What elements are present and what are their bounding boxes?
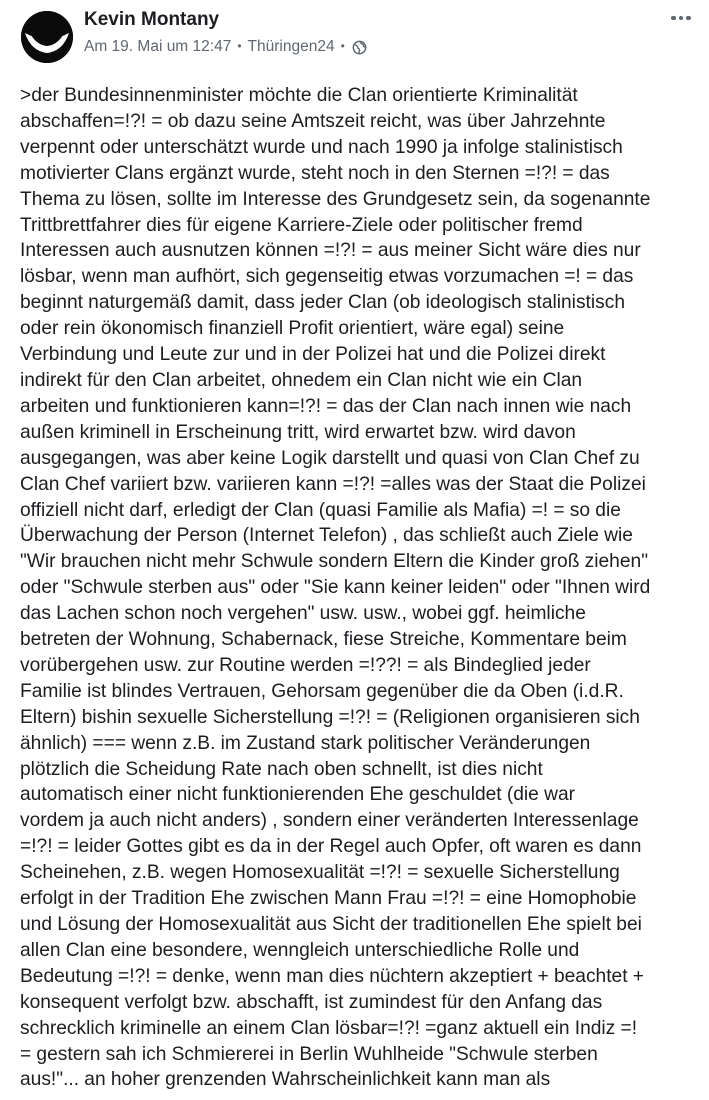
more-options-dot — [686, 16, 691, 21]
globe-icon[interactable] — [352, 40, 367, 55]
meta-separator: • — [340, 39, 345, 53]
more-options-button[interactable] — [667, 8, 695, 28]
post-meta — [84, 38, 367, 56]
avatar[interactable] — [21, 11, 73, 63]
more-options-icon — [671, 16, 676, 21]
post-header — [0, 0, 709, 80]
avatar-logo-icon — [21, 11, 73, 63]
post-timestamp[interactable]: Am 19. Mai um 12:47 — [84, 38, 232, 55]
author-name[interactable]: Kevin Montany — [84, 9, 220, 30]
post-text: >der Bundesinnenminister möchte die Clan orientierte Kriminalität abschaffen=!?! = ob dazu seine Amtszeit reicht, was über Jahrzehnte verpennt oder unterschätzt wurde und nach 1990 ja infolge stalinistisch motivierter Clans ergänzt wurde, steht noch in den Sternen =!?! = das Thema zu lösen, sollte im Interesse des Grundgesetz sein, da sogenannte Trittbrettfahrer dies für eigene Karriere-Ziele oder politischer fremd Interessen auch ausnutzen können =!?! = aus meiner Sicht wäre dies nur lösbar, wenn man aufhört, sich gegenseitig etwas vorzumachen =! = das beginnt naturgemäß damit, dass jeder Clan (ob ideologisch stalinistisch oder rein ökonomisch finanziell Profit orientiert, wäre egal) seine Verbindung und Leute zur und in der Polizei hat und die Polizei direkt indirekt für den Clan arbeitet, ohnedem ein Clan nicht wie ein Clan arbeiten und funktionieren kann=!?! = das der Clan nach innen wie nach außen kriminell in Erscheinung tritt, wird erwartet bzw. wird davon ausgegangen, was aber keine Logik darstellt und quasi von Clan Chef zu Clan Chef variiert bzw. variieren kann =!?! =alles was der Staat die Polizei offiziell nicht darf, erledigt der Clan (quasi Familie als Mafia) =! = so die Überwachung der Person (Internet Telefon) , das schließt auch Ziele wie "Wir brauchen nicht mehr Schwule sondern Eltern die Kinder groß ziehen" oder "Schwule sterben aus" oder "Sie kann keiner leiden" oder "Ihnen wird das Lachen schon noch vergehen" usw. usw., wobei ggf. heimliche betreten der Wohnung, Schabernack, fiese Streiche, Kommentare beim vorübergehen usw. zur Routine werden =!??! = als Bindeglied jeder Familie ist blindes Vertrauen, Gehorsam gegenüber die da Oben (i.d.R. Eltern) bishin sexuelle Sicherstellung =!?! = (Religionen organisieren sich ähnlich) === wenn z.B. im Zustand stark politischer Veränderungen plötzlich die Scheidung Rate nach oben schnellt, ist dies nicht automatisch einer nicht funktionierenden Ehe geschuldet (die war vordem ja auch nicht anders) , sondern einer veränderten Interessenlage =!?! = leider Gottes gibt es da in der Regel auch Opfer, oft waren es dann Scheinehen, z.B. wegen Homosexualität =!?! = sexuelle Sicherstellung erfolgt in der Tradition Ehe zwischen Mann Frau =!?! = eine Homophobie und Lösung der Homosexualität aus Sicht der traditionellen Ehe spielt bei allen Clan eine besondere, wenngleich unterschiedliche Rolle und Bedeutung =!?! = denke, wenn man dies nüchtern akzeptiert + beachtet + konsequent verfolgt bzw. abschafft, ist zumindest für den Anfang das schrecklich kriminelle an einem Clan lösbar=!?! =ganz aktuell ein Indiz =! = gestern sah ich Schmiererei in Berlin Wuhlheide "Schwule sterben aus!"... an hoher grenzenden Wahrscheinlichkeit kann man als — [20, 85, 651, 1091]
post-location[interactable]: Thüringen24 — [247, 38, 335, 55]
meta-separator: • — [237, 39, 242, 53]
more-options-dot — [679, 16, 684, 21]
